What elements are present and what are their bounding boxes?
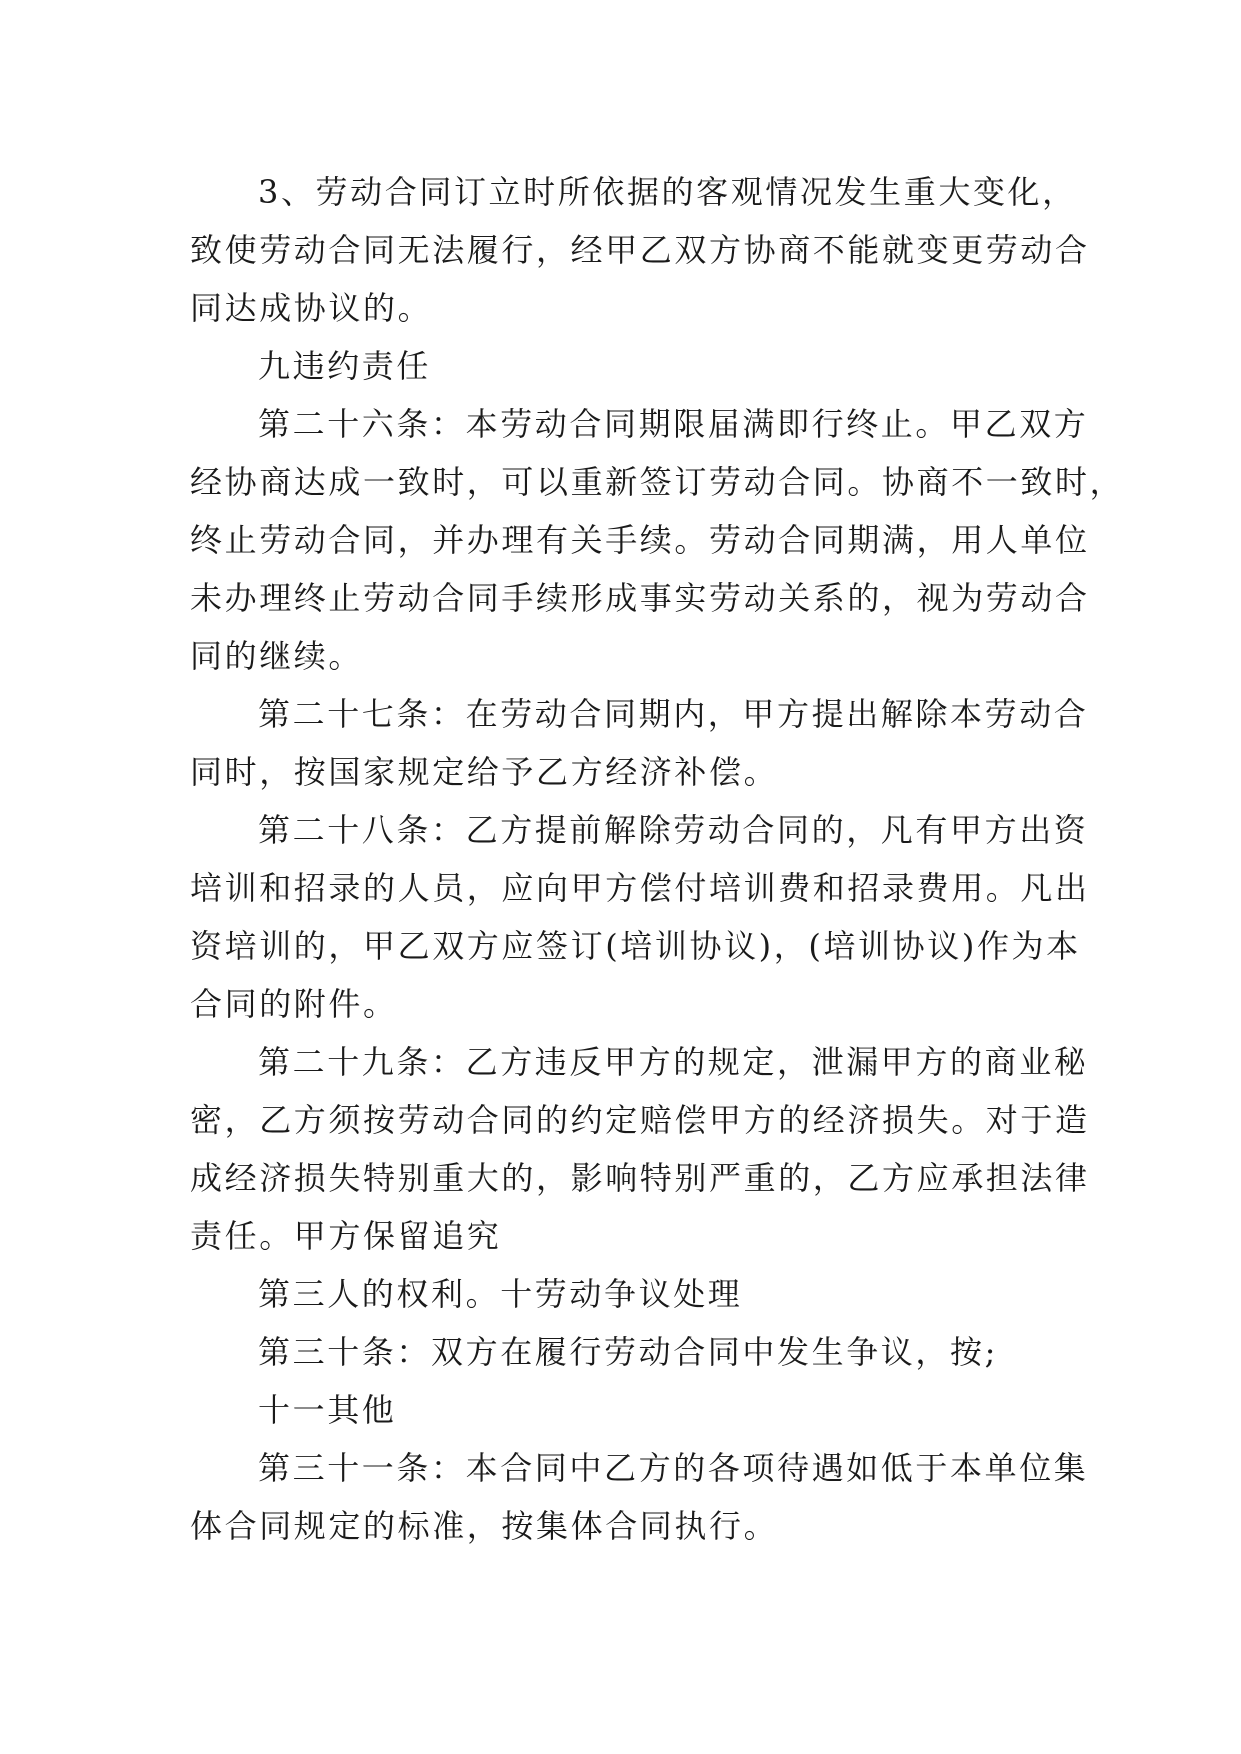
text-line: 同的继续。 [190, 637, 364, 675]
paragraph-clause-3 [190, 163, 1090, 337]
text-line: 第三十条：双方在履行劳动合同中发生争议，按; [258, 1333, 998, 1371]
text-line: 经协商达成一致时，可以重新签订劳动合同。协商不一致时， [190, 463, 1125, 501]
paragraph-article-27 [190, 685, 1089, 801]
paragraph-article-29 [190, 1033, 1090, 1265]
paragraph-article-26 [190, 395, 1125, 685]
paragraph-third-party-rights [190, 1265, 1060, 1323]
text-line: 第三十一条：本合同中乙方的各项待遇如低于本单位集 [258, 1449, 1089, 1487]
text-line: 责任。甲方保留追究 [190, 1217, 502, 1255]
text-line: 3、劳动合同订立时所依据的客观情况发生重大变化， [258, 173, 1077, 211]
paragraph-article-31 [190, 1439, 1089, 1555]
text-line: 终止劳动合同，并办理有关手续。劳动合同期满，用人单位 [190, 521, 1090, 559]
paragraph-article-30 [190, 1323, 1060, 1381]
text-line: 体合同规定的标准，按集体合同执行。 [190, 1507, 779, 1545]
section-heading-breach-liability [190, 337, 1060, 395]
text-line: 同达成协议的。 [190, 289, 433, 327]
text-line: 第二十九条：乙方违反甲方的规定，泄漏甲方的商业秘 [258, 1043, 1089, 1081]
text-line: 未办理终止劳动合同手续形成事实劳动关系的，视为劳动合 [190, 579, 1090, 617]
text-line: 合同的附件。 [190, 985, 398, 1023]
text-line: 培训和招录的人员，应向甲方偿付培训费和招录费用。凡出 [190, 869, 1090, 907]
paragraph-article-28 [190, 801, 1090, 1033]
text-line: 第二十八条：乙方提前解除劳动合同的，凡有甲方出资 [258, 811, 1089, 849]
section-heading: 九违约责任 [258, 347, 432, 385]
text-line: 第三人的权利。十劳动争议处理 [258, 1275, 743, 1313]
text-line: 成经济损失特别重大的，影响特别严重的，乙方应承担法律 [190, 1159, 1090, 1197]
section-heading-other [190, 1381, 1060, 1439]
section-heading: 十一其他 [258, 1391, 397, 1429]
text-line: 密，乙方须按劳动合同的约定赔偿甲方的经济损失。对于造 [190, 1101, 1090, 1139]
text-line: 资培训的，甲乙双方应签订(培训协议)，(培训协议)作为本 [190, 927, 1081, 965]
text-line: 第二十七条：在劳动合同期内，甲方提出解除本劳动合 [258, 695, 1089, 733]
document-body [190, 163, 1125, 1555]
text-line: 同时，按国家规定给予乙方经济补偿。 [190, 753, 779, 791]
text-line: 第二十六条：本劳动合同期限届满即行终止。甲乙双方 [258, 405, 1089, 443]
text-line: 致使劳动合同无法履行，经甲乙双方协商不能就变更劳动合 [190, 231, 1090, 269]
